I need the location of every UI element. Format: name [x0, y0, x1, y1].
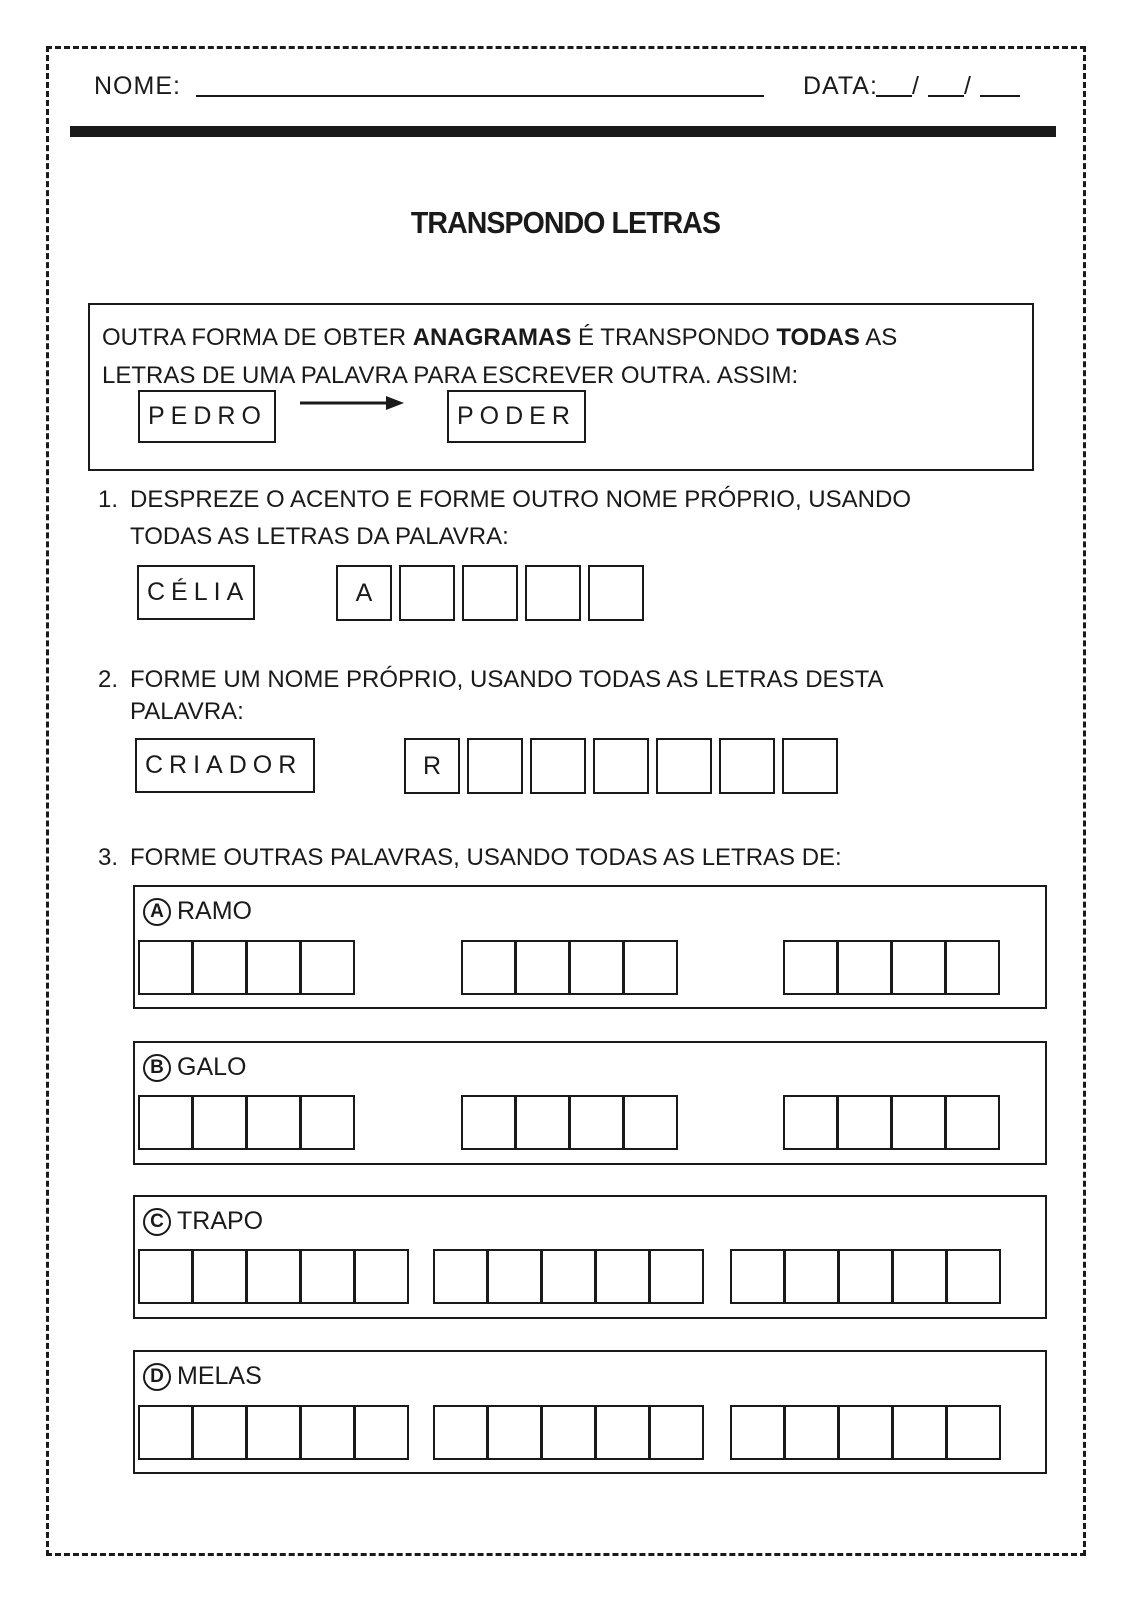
- date-label: DATA:: [803, 72, 878, 100]
- question-2-line2: PALAVRA:: [130, 698, 244, 725]
- intro-box: [88, 303, 1034, 471]
- answer-cell[interactable]: [138, 1405, 193, 1460]
- page-title: TRANSPONDO LETRAS: [410, 205, 721, 240]
- answer-cell[interactable]: [541, 1405, 596, 1460]
- date-separator: /: [964, 72, 971, 100]
- word-group-label: [143, 1053, 246, 1082]
- answer-cell[interactable]: [946, 1249, 1001, 1304]
- answer-cell[interactable]: [623, 940, 678, 995]
- date-day-field[interactable]: [876, 95, 912, 97]
- name-label: NOME:: [94, 72, 181, 100]
- question-1-line2: TODAS AS LETRAS DA PALAVRA:: [130, 523, 509, 550]
- word-group-label: [143, 897, 252, 926]
- intro-text-line2: LETRAS DE UMA PALAVRA PARA ESCREVER OUTRA. ASSIM:: [102, 362, 799, 389]
- answer-cell[interactable]: [730, 1405, 785, 1460]
- answer-cell[interactable]: [300, 1405, 355, 1460]
- answer-cell[interactable]: [246, 940, 301, 995]
- intro-keyword-anagramas: ANAGRAMAS: [412, 324, 572, 351]
- answer-cell[interactable]: [649, 1249, 704, 1304]
- answer-cell[interactable]: [838, 1249, 893, 1304]
- answer-cell[interactable]: [623, 1095, 678, 1150]
- answer-cell[interactable]: [541, 1249, 596, 1304]
- answer-cell[interactable]: [300, 1095, 355, 1150]
- intro-text: [102, 319, 1022, 395]
- answer-cell[interactable]: [588, 565, 644, 621]
- answer-cell[interactable]: [569, 940, 624, 995]
- circled-letter-icon: C: [143, 1208, 171, 1236]
- word-group-label: [143, 1362, 262, 1391]
- question-3-number: 3.: [98, 844, 119, 871]
- date-year-field[interactable]: [980, 95, 1020, 97]
- page-border: [46, 46, 1086, 1556]
- answer-cell[interactable]: [946, 1405, 1001, 1460]
- answer-cell[interactable]: [300, 1249, 355, 1304]
- answer-cell[interactable]: [433, 1249, 488, 1304]
- answer-cell[interactable]: [891, 940, 946, 995]
- answer-cell[interactable]: [515, 940, 570, 995]
- answer-cell[interactable]: [138, 1249, 193, 1304]
- question-1-number: 1.: [98, 486, 119, 513]
- answer-cell[interactable]: [515, 1095, 570, 1150]
- answer-cell[interactable]: [595, 1405, 650, 1460]
- intro-text-part: OUTRA FORMA DE OBTER: [102, 324, 413, 351]
- answer-cell[interactable]: [595, 1249, 650, 1304]
- answer-cell[interactable]: [467, 738, 523, 794]
- answer-cell[interactable]: [192, 1249, 247, 1304]
- answer-cell[interactable]: [433, 1405, 488, 1460]
- answer-cell[interactable]: [945, 940, 1000, 995]
- answer-cell[interactable]: [945, 1095, 1000, 1150]
- answer-cell[interactable]: [783, 940, 838, 995]
- answer-cell[interactable]: [487, 1249, 542, 1304]
- answer-cell-prefilled: A: [336, 565, 392, 621]
- answer-cell[interactable]: [593, 738, 649, 794]
- intro-text-part: AS: [859, 324, 898, 351]
- answer-cell[interactable]: [783, 1095, 838, 1150]
- circled-letter-icon: B: [143, 1054, 171, 1082]
- answer-cell[interactable]: [719, 738, 775, 794]
- answer-cell[interactable]: [300, 940, 355, 995]
- answer-cell[interactable]: [354, 1405, 409, 1460]
- answer-cell-prefilled: R: [404, 738, 460, 794]
- answer-cell[interactable]: [354, 1249, 409, 1304]
- answer-cell[interactable]: [246, 1249, 301, 1304]
- answer-cell[interactable]: [837, 940, 892, 995]
- answer-cell[interactable]: [246, 1095, 301, 1150]
- question-2-word: CRIADOR: [135, 738, 315, 793]
- example-word-from: PEDRO: [138, 390, 276, 443]
- answer-cell[interactable]: [530, 738, 586, 794]
- answer-cell[interactable]: [462, 565, 518, 621]
- circled-letter-icon: A: [143, 898, 171, 926]
- answer-cell[interactable]: [569, 1095, 624, 1150]
- answer-cell[interactable]: [461, 1095, 516, 1150]
- question-1-word: CÉLIA: [137, 565, 255, 620]
- circled-letter-icon: D: [143, 1363, 171, 1391]
- arrow-right-icon: [300, 393, 406, 413]
- word-group-label: [143, 1207, 263, 1236]
- example-word-to: PODER: [447, 390, 586, 443]
- answer-cell[interactable]: [399, 565, 455, 621]
- question-2-line1: FORME UM NOME PRÓPRIO, USANDO TODAS AS LETRAS DESTA: [130, 666, 884, 693]
- intro-keyword-todas: TODAS: [776, 324, 860, 351]
- date-separator: /: [912, 72, 919, 100]
- answer-cell[interactable]: [838, 1405, 893, 1460]
- question-3-text: FORME OUTRAS PALAVRAS, USANDO TODAS AS LETRAS DE:: [130, 844, 842, 871]
- answer-cell[interactable]: [782, 738, 838, 794]
- answer-cell[interactable]: [138, 940, 193, 995]
- answer-cell[interactable]: [246, 1405, 301, 1460]
- answer-cell[interactable]: [891, 1095, 946, 1150]
- word-group-word: TRAPO: [177, 1207, 264, 1235]
- answer-cell[interactable]: [837, 1095, 892, 1150]
- answer-cell[interactable]: [192, 1405, 247, 1460]
- answer-cell[interactable]: [892, 1249, 947, 1304]
- answer-cell[interactable]: [784, 1249, 839, 1304]
- answer-cell[interactable]: [461, 940, 516, 995]
- question-1-line1: DESPREZE O ACENTO E FORME OUTRO NOME PRÓPRIO, USANDO: [130, 486, 911, 513]
- answer-cell[interactable]: [487, 1405, 542, 1460]
- header-rule: [70, 126, 1056, 137]
- answer-cell[interactable]: [649, 1405, 704, 1460]
- answer-cell[interactable]: [192, 940, 247, 995]
- word-group-word: GALO: [177, 1053, 247, 1081]
- answer-cell[interactable]: [656, 738, 712, 794]
- name-field[interactable]: [196, 95, 764, 97]
- word-group-word: RAMO: [177, 897, 252, 925]
- answer-cell[interactable]: [784, 1405, 839, 1460]
- word-group-word: MELAS: [177, 1362, 262, 1390]
- answer-cell[interactable]: [892, 1405, 947, 1460]
- answer-cell[interactable]: [192, 1095, 247, 1150]
- question-2-number: 2.: [98, 666, 119, 693]
- intro-text-part: É TRANSPONDO: [571, 324, 777, 351]
- answer-cell[interactable]: [525, 565, 581, 621]
- answer-cell[interactable]: [730, 1249, 785, 1304]
- date-month-field[interactable]: [928, 95, 964, 97]
- answer-cell[interactable]: [138, 1095, 193, 1150]
